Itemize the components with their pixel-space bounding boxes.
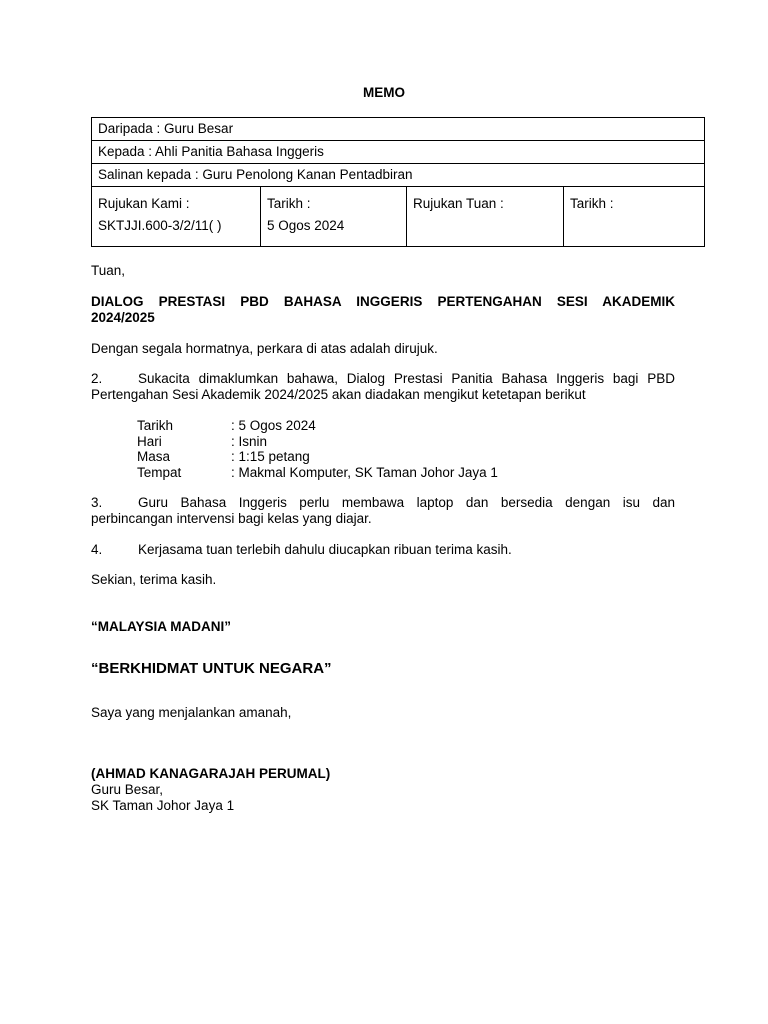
paragraph-3 [91,495,675,527]
your-date-label: Tarikh : [570,196,614,211]
your-reference-cell [407,187,564,246]
detail-row: Hari : Isnin [137,433,268,449]
intro-paragraph: Dengan segala hormatnya, perkara di atas adalah dirujuk. [91,341,438,356]
closing-line: Sekian, terima kasih. [91,572,217,587]
paragraph-3-number: 3. [91,495,103,510]
signer-name: (AHMAD KANAGARAJAH PERUMAL) [91,766,331,781]
your-date-cell [564,187,704,246]
detail-row: Tempat : Makmal Komputer, SK Taman Johor Jaya 1 [137,464,498,480]
our-reference-cell [92,187,261,246]
detail-row: Tarikh : 5 Ogos 2024 [137,418,316,433]
our-reference-label: Rujukan Kami : [98,196,190,211]
salutation: Tuan, [91,263,126,278]
detail-row: Masa : 1:15 petang [137,449,310,464]
paragraph-3-line-2: perbincangan intervensi bagi kelas yang diajar. [91,511,372,526]
our-date-value: 5 Ogos 2024 [267,218,345,233]
memo-title: MEMO [363,85,405,100]
paragraph-3-line-1: 3. Guru Bahasa Inggeris perlu membawa laptop dan bersedia dengan isu dan [91,495,675,510]
cc-row: Salinan kepada : Guru Penolong Kanan Pentadbiran [92,164,704,187]
memo-header-table [91,117,705,247]
signer-school: SK Taman Johor Jaya 1 [91,798,235,813]
paragraph-2-line-1: 2. Sukacita dimaklumkan bahawa, Dialog Prestasi Panitia Bahasa Inggeris bagi PBD [91,371,675,386]
paragraph-4: 4. Kerjasama tuan terlebih dahulu diucapkan ribuan terima kasih. [91,542,512,557]
paragraph-2 [91,371,675,403]
our-date-label: Tarikh : [267,196,311,211]
subject-line-2: 2024/2025 [91,310,155,325]
from-row: Daripada : Guru Besar [92,118,704,141]
meeting-details [137,418,498,480]
sign-off: Saya yang menjalankan amanah, [91,705,292,720]
signature-block [91,766,675,814]
paragraph-2-number: 2. [91,371,103,386]
our-reference-value: SKTJJI.600-3/2/11( ) [98,218,222,233]
paragraph-2-line-2: Pertengahan Sesi Akademik 2024/2025 akan diadakan mengikut ketetapan berikut [91,387,586,402]
paragraph-4-number: 4. [91,542,103,557]
to-row: Kepada : Ahli Panitia Bahasa Inggeris [92,141,704,164]
motto-berkhidmat: “BERKHIDMAT UNTUK NEGARA” [91,660,332,677]
subject [91,294,675,326]
subject-line-1: DIALOG PRESTASI PBD BAHASA INGGERIS PERTENGAHAN SESI AKADEMIK [91,294,675,309]
reference-row [92,187,704,246]
motto-malaysia-madani: “MALAYSIA MADANI” [91,619,232,634]
our-date-cell [261,187,407,246]
your-reference-label: Rujukan Tuan : [413,196,504,211]
signer-position: Guru Besar, [91,782,164,797]
